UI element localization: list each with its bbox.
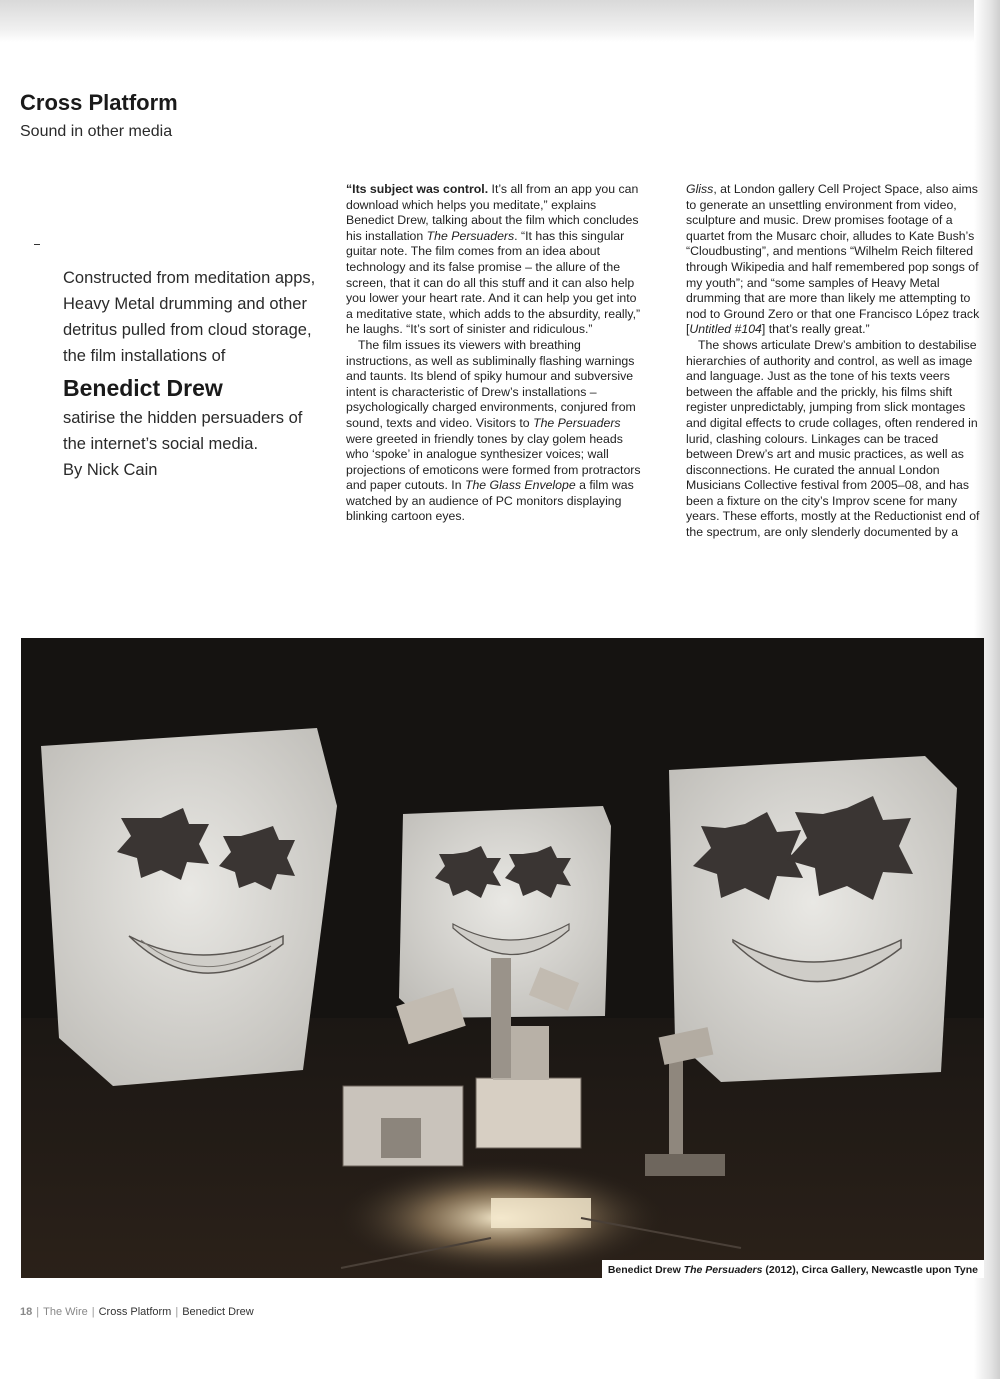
text-run: . “It has this singular guitar note. The film comes from an idea about technology and its false promise – the allure of the screen, that it can do all this stuff and it can also help you lower your heart rate. And it can help you get into a meditative state, which adds to the absurdity, really,” he laughs. “It’s sort of sinister and ridiculous.” — [346, 228, 641, 337]
standfirst-lead: Constructed from meditation apps, Heavy Metal drumming and other detritus pulled from cloud storage, the film installations of — [63, 269, 316, 365]
text-run: , at London gallery Cell Project Space, also aims to generate an unsettling environment from video, sculpture and music. Drew promises footage of a quartet from the Musarc choir, alludes to Kate Bush’s “Cloudbusting”, and mentions “Wilhelm Reich filtered through Wikipedia and half remembered pop songs of my youth”; and “some samples of Heavy Metal drumming that are more than likely me attempting to nod to Ground Zero or that one Francisco López track [ — [686, 182, 980, 337]
photo-caption — [602, 1260, 984, 1278]
installation-illustration — [21, 638, 984, 1278]
footer-separator: | — [91, 1306, 95, 1318]
article-column-1 — [346, 182, 646, 525]
scan-shadow-top — [0, 0, 1000, 42]
footer-separator: | — [36, 1306, 40, 1318]
section-title: Cross Platform — [20, 90, 178, 115]
standfirst — [63, 265, 318, 483]
paragraph — [346, 182, 646, 338]
caption-text: Benedict Drew — [607, 1264, 684, 1276]
footer-subject: Benedict Drew — [182, 1306, 254, 1318]
text-run: It’s all from an app you can download which helps you meditate,” explains Benedict Drew, talking about the film which concludes his installation — [346, 182, 639, 243]
text-run: were greeted in friendly tones by clay golem heads who ‘spoke’ in analogue synthesizer voices; wall projections of emoticons were formed from protractors and paper cutouts. In — [346, 431, 641, 493]
standfirst-artist-name: Benedict Drew — [63, 375, 223, 401]
text-run: The film issues its viewers with breathing instructions, as well as subliminally flashing warnings and taunts. Its blend of spiky humour and subversive intent is characteristic of Drew’s installations – psychologically charged environments, conjured from sound, texts and video. Visitors to — [346, 337, 636, 430]
decorative-dash — [34, 244, 40, 245]
text-run: ] that’s really great.” — [761, 322, 870, 337]
paragraph — [686, 338, 986, 541]
paragraph — [346, 338, 646, 525]
work-title: Gliss — [686, 182, 714, 196]
paragraph — [686, 182, 986, 338]
byline: By Nick Cain — [63, 461, 158, 479]
caption-text: (2012), Circa Gallery, Newcastle upon Tyne — [762, 1264, 978, 1276]
magazine-name: The Wire — [43, 1306, 88, 1318]
work-title: The Persuaders — [533, 415, 621, 430]
work-title: The Glass Envelope — [464, 478, 576, 493]
left-screen — [41, 728, 337, 1086]
footer-separator: | — [175, 1306, 179, 1318]
text-run: a film was watched by an audience of PC monitors displaying blinking cartoon eyes. — [346, 478, 634, 524]
right-screen — [669, 756, 957, 1082]
page-footer — [20, 1306, 254, 1318]
article-column-2 — [686, 182, 986, 541]
work-title: The Persuaders — [426, 228, 515, 243]
page-number: 18 — [20, 1306, 33, 1318]
caption-work-title: The Persuaders — [683, 1264, 763, 1276]
text-run: The shows articulate Drew’s ambition to destabilise hierarchies of authority and control, as well as image and language. Just as the tone of his texts veers between the affable and the prickly, his films shift register unpredictably, jumping from slick montages and digital effects to crude collages, often rendered in lurid, clashing colours. Linkages can be traced between Drew’s art and music practices, as well as disconnections. He curated the annual London Musicians Collective festival from 2005–08, and has been a fixture on the city’s Improv scene for many years. These efforts, mostly at the Reductionist end of the spectrum, are only slenderly documented by a — [686, 337, 980, 540]
work-title: Untitled #104 — [689, 322, 762, 337]
footer-section: Cross Platform — [98, 1306, 172, 1318]
installation-photo — [21, 638, 984, 1278]
standfirst-tail: satirise the hidden persuaders of the internet’s social media. — [63, 409, 303, 453]
pull-lead: “Its subject was control. — [346, 182, 489, 196]
section-subtitle: Sound in other media — [20, 123, 173, 140]
